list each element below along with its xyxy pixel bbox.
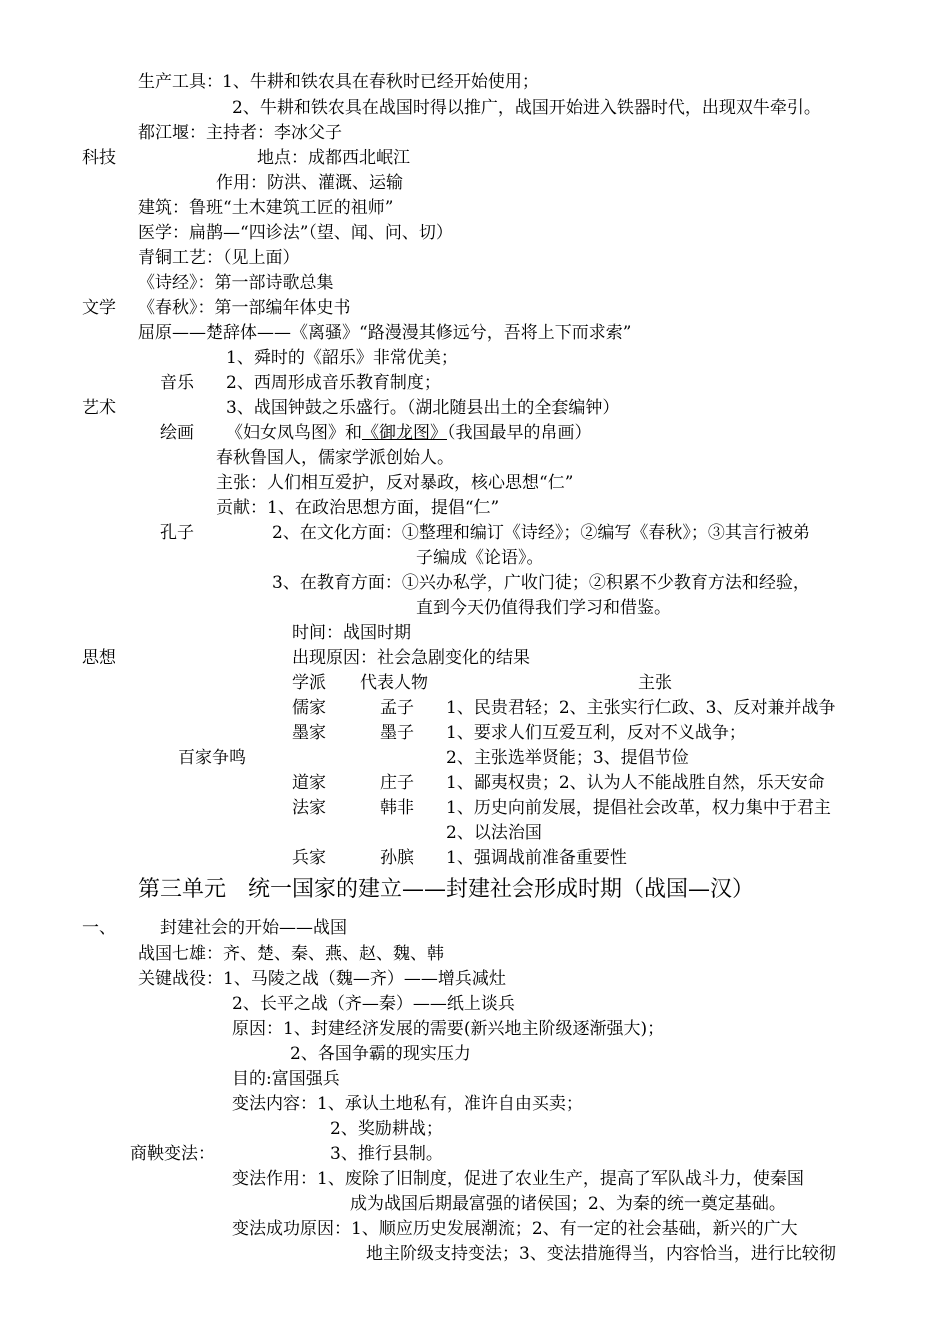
side-label-tech: 科技 [82, 148, 116, 168]
bronze-line: 青铜工艺：（见上面） [138, 248, 300, 268]
reform-success-2: 地主阶级支持变法；3、变法措施得当，内容恰当，进行比较彻 [366, 1244, 836, 1264]
school-person: 墨子 [380, 723, 414, 743]
medicine-line: 医学：扁鹊—“四诊法”（望、闻、问、切） [138, 223, 453, 243]
baijia-label: 百家争鸣 [178, 748, 246, 768]
confucius-contrib-3b: 直到今天仍值得我们学习和借鉴。 [416, 598, 671, 618]
confucius-label: 孔子 [160, 523, 194, 543]
reform-goal: 目的:富国强兵 [232, 1069, 340, 1089]
thought-cause: 出现原因：社会急剧变化的结果 [292, 648, 530, 668]
dujiangyan-effect: 作用：防洪、灌溉、运输 [216, 173, 403, 193]
battle-line-1: 关键战役：1、马陵之战（魏—齐）——增兵减灶 [138, 969, 506, 989]
side-label-art: 艺术 [82, 398, 116, 418]
reform-reason-1: 原因：1、封建经济发展的需要(新兴地主阶级逐渐强大)； [232, 1019, 665, 1039]
confucius-contrib-2b: 子编成《论语》。 [416, 548, 544, 568]
side-label-lit: 文学 [82, 298, 116, 318]
battle-line-2: 2、长平之战（齐—秦）——纸上谈兵 [232, 994, 515, 1014]
school-name: 兵家 [292, 848, 326, 868]
school-name: 儒家 [292, 698, 326, 718]
confucius-contrib-3a: 3、在教育方面：①兴办私学，广收门徒；②积累不少教育方法和经验， [272, 573, 810, 593]
school-claim: 2、主张选举贤能；3、提倡节俭 [446, 748, 689, 768]
reform-success-1: 变法成功原因：1、顺应历史发展潮流；2、有一定的社会基础，新兴的广大 [232, 1219, 798, 1239]
section-title: 封建社会的开始——战国 [160, 918, 347, 938]
confucius-claim: 主张：人们相互爱护，反对暴政，核心思想“仁” [216, 473, 574, 493]
painting-title-1: 《妇女凤鸟图》和 [226, 423, 362, 443]
seven-states-line: 战国七雄：齐、楚、秦、燕、赵、魏、韩 [138, 944, 444, 964]
side-label-thought: 思想 [82, 648, 116, 668]
reform-reason-2: 2、各国争霸的现实压力 [290, 1044, 471, 1064]
tools-line-1: 1、牛耕和铁农具在春秋时已经开始使用； [222, 72, 539, 92]
music-line-1: 1、舜时的《韶乐》非常优美； [226, 348, 458, 368]
chunqiu-line: 《春秋》：第一部编年体史书 [138, 298, 351, 318]
reform-effect-2: 成为战国后期最富强的诸侯国；2、为秦的统一奠定基础。 [350, 1194, 786, 1214]
confucius-contrib-1: 贡献：1、在政治思想方面，提倡“仁” [216, 498, 500, 518]
confucius-intro: 春秋鲁国人，儒家学派创始人。 [216, 448, 454, 468]
shijing-line: 《诗经》：第一部诗歌总集 [138, 273, 334, 293]
dujiangyan-line: 都江堰：主持者：李冰父子 [138, 123, 342, 143]
reform-content-1: 变法内容：1、承认土地私有，准许自由买卖； [232, 1094, 583, 1114]
school-claim: 1、历史向前发展，提倡社会改革，权力集中于君主 [446, 798, 831, 818]
section-number: 一、 [82, 918, 116, 938]
school-claim: 1、强调战前准备重要性 [446, 848, 627, 868]
school-person: 孙膑 [380, 848, 414, 868]
painting-label: 绘画 [160, 423, 194, 443]
painting-title-2: 《御龙图》 [362, 423, 447, 443]
school-person: 庄子 [380, 773, 414, 793]
school-claim: 1、要求人们互爱互利，反对不义战争； [446, 723, 746, 743]
confucius-contrib-2a: 2、在文化方面：①整理和编订《诗经》；②编写《春秋》；③其言行被弟 [272, 523, 810, 543]
painting-note: （我国最早的帛画） [447, 423, 592, 443]
school-name: 道家 [292, 773, 326, 793]
music-label: 音乐 [160, 373, 194, 393]
shangyang-label: 商鞅变法： [130, 1144, 215, 1164]
unit-title: 第三单元 统一国家的建立——封建社会形成时期（战国—汉） [138, 877, 755, 902]
tools-line-2: 2、牛耕和铁农具在战国时得以推广，战国开始进入铁器时代，出现双牛牵引。 [232, 98, 821, 118]
reform-effect-1: 变法作用：1、废除了旧制度，促进了农业生产，提高了军队战斗力，使秦国 [232, 1169, 804, 1189]
reform-content-3: 3、推行县制。 [330, 1144, 443, 1164]
music-line-2: 2、西周形成音乐教育制度； [226, 373, 441, 393]
school-name: 墨家 [292, 723, 326, 743]
thought-time: 时间：战国时期 [292, 623, 411, 643]
quyuan-line: 屈原——楚辞体——《离骚》“路漫漫其修远兮，吾将上下而求索” [138, 323, 632, 343]
dujiangyan-place: 地点：成都西北岷江 [257, 148, 410, 168]
tools-label: 生产工具： [138, 72, 223, 92]
painting-line [226, 423, 592, 443]
music-line-3: 3、战国钟鼓之乐盛行。（湖北随县出土的全套编钟） [226, 398, 620, 418]
school-claim: 1、鄙夷权贵；2、认为人不能战胜自然，乐天安命 [446, 773, 825, 793]
school-claim: 2、以法治国 [446, 823, 542, 843]
architecture-line: 建筑：鲁班“土木建筑工匠的祖师” [138, 198, 394, 218]
col-header-school: 学派 [292, 673, 326, 693]
school-name: 法家 [292, 798, 326, 818]
school-claim: 1、民贵君轻；2、主张实行仁政、3、反对兼并战争 [446, 698, 836, 718]
col-header-person: 代表人物 [360, 673, 428, 693]
school-person: 孟子 [380, 698, 414, 718]
school-person: 韩非 [380, 798, 414, 818]
reform-content-2: 2、奖励耕战； [330, 1119, 443, 1139]
col-header-claim: 主张 [638, 673, 672, 693]
